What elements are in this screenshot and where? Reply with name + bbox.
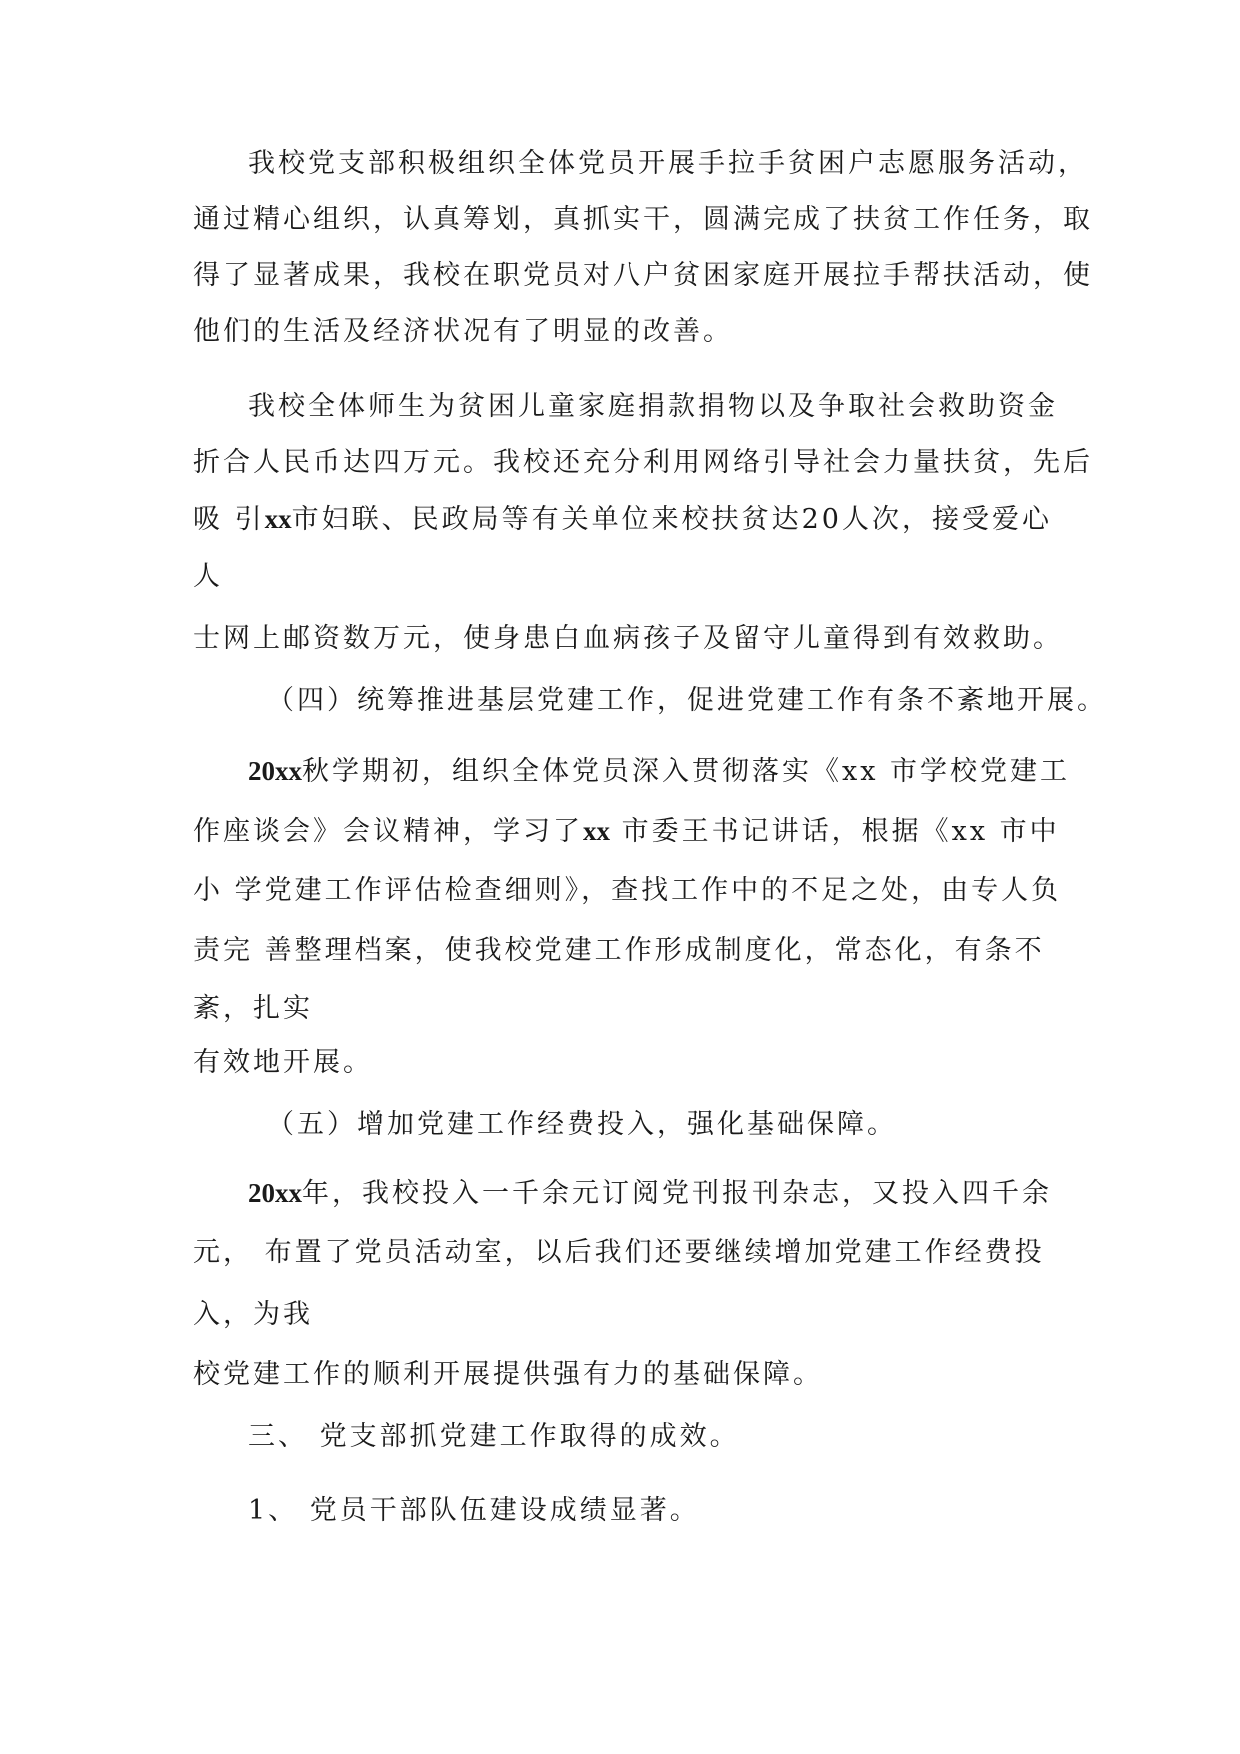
bold-year: 20xx xyxy=(248,756,302,786)
paragraph-line: 责完 善整理档案，使我校党建工作形成制度化，常态化，有条不 xyxy=(193,935,1045,966)
paragraph-line: 人 xyxy=(193,561,223,592)
text-span: 吸 引 xyxy=(193,504,265,535)
paragraph-line: 元， 布置了党员活动室，以后我们还要继续增加党建工作经费投 xyxy=(193,1237,1045,1268)
paragraph-line xyxy=(193,502,1052,536)
paragraph-line: 有效地开展。 xyxy=(193,1047,373,1078)
text-span: 秋学期初，组织全体党员深入贯彻落实《xx 市学校党建工 xyxy=(302,756,1071,787)
paragraph-line: 士网上邮资数万元，使身患白血病孩子及留守儿童得到有效救助。 xyxy=(193,623,1063,654)
text-span: 年，我校投入一千余元订阅党刊报刊杂志，又投入四千余 xyxy=(302,1178,1052,1209)
section-heading-4: （四）统筹推进基层党建工作，促进党建工作有条不紊地开展。 xyxy=(267,685,1107,716)
text-span: 市妇联、民政局等有关单位来校扶贫达20人次，接受爱心 xyxy=(291,504,1052,535)
bold-year: 20xx xyxy=(248,1178,302,1208)
paragraph-line: 折合人民币达四万元。我校还充分利用网络引导社会力量扶贫，先后 xyxy=(193,447,1093,478)
paragraph-line: 他们的生活及经济状况有了明显的改善。 xyxy=(193,316,733,347)
paragraph-line: 小 学党建工作评估检查细则》，查找工作中的不足之处，由专人负 xyxy=(193,875,1062,906)
paragraph-line xyxy=(193,814,1060,848)
section-heading-5: （五）增加党建工作经费投入，强化基础保障。 xyxy=(267,1109,897,1140)
paragraph-line: 紊，扎实 xyxy=(193,993,313,1024)
bold-placeholder: xx xyxy=(264,504,292,534)
paragraph-line xyxy=(248,754,1070,788)
paragraph-line: 我校全体师生为贫困儿童家庭捐款捐物以及争取社会救助资金 xyxy=(248,391,1058,422)
text-span: 市委王书记讲话，根据《xx 市中 xyxy=(621,816,1060,847)
paragraph-line: 通过精心组织，认真筹划，真抓实干，圆满完成了扶贫工作任务，取 xyxy=(193,204,1093,235)
paragraph-line: 入，为我 xyxy=(193,1299,313,1330)
paragraph-line xyxy=(248,1176,1052,1210)
paragraph-line: 校党建工作的顺利开展提供强有力的基础保障。 xyxy=(193,1359,823,1390)
text-span: 作座谈会》会议精神，学习了 xyxy=(193,816,583,847)
bold-placeholder: xx xyxy=(583,816,610,846)
subsection-heading-1: 1、 党员干部队伍建设成绩显著。 xyxy=(248,1495,700,1526)
paragraph-line: 我校党支部积极组织全体党员开展手拉手贫困户志愿服务活动， xyxy=(248,148,1088,179)
section-heading-3: 三、 党支部抓党建工作取得的成效。 xyxy=(248,1421,740,1452)
paragraph-line: 得了显著成果，我校在职党员对八户贫困家庭开展拉手帮扶活动，使 xyxy=(193,260,1093,291)
